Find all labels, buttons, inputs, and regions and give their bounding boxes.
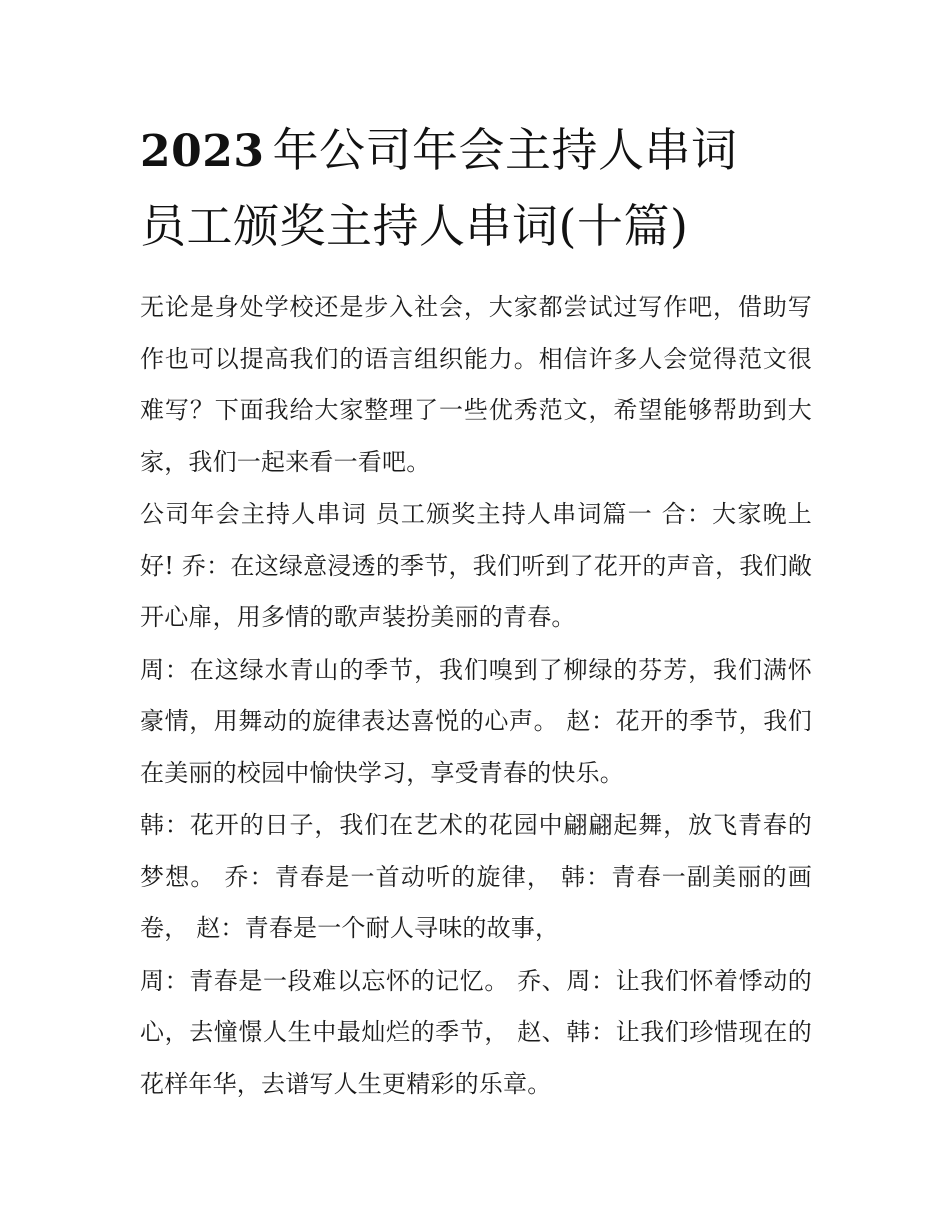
- title-year: 2023: [140, 126, 265, 177]
- title-line-2: 员工颁奖主持人串词(十篇): [140, 199, 689, 253]
- intro-paragraph: 无论是身处学校还是步入社会，大家都尝试过写作吧，借助写作也可以提高我们的语言组织能力。相信许多人会觉得范文很难写？下面我给大家整理了一些优秀范文，希望能够帮助到大家，我们一起来看一看吧。: [140, 293, 812, 476]
- document-body: [140, 282, 812, 1111]
- body-paragraph: 公司年会主持人串词 员工颁奖主持人串词篇一 合：大家晚上好! 乔：在这绿意浸透的季节，我们听到了花开的声音，我们敞开心扉，用多情的歌声装扮美丽的青春。: [140, 500, 812, 631]
- body-paragraph: 周：在这绿水青山的季节，我们嗅到了柳绿的芬芳，我们满怀豪情，用舞动的旋律表达喜悦的心声。 赵：花开的季节，我们在美丽的校园中愉快学习，享受青春的快乐。: [140, 655, 812, 787]
- title-line-1-text: 年公司年会主持人串词: [272, 123, 738, 177]
- document-title: [140, 113, 820, 263]
- body-paragraph: 周：青春是一段难以忘怀的记忆。 乔、周：让我们怀着悸动的心，去憧憬人生中最灿烂的季节， 赵、韩：让我们珍惜现在的花样年华，去谱写人生更精彩的乐章。: [140, 966, 812, 1098]
- body-paragraph: 韩：花开的日子，我们在艺术的花园中翩翩起舞，放飞青春的梦想。 乔：青春是一首动听的旋律， 韩：青春一副美丽的画卷， 赵：青春是一个耐人寻味的故事，: [140, 811, 812, 942]
- title-line-1: [140, 113, 820, 189]
